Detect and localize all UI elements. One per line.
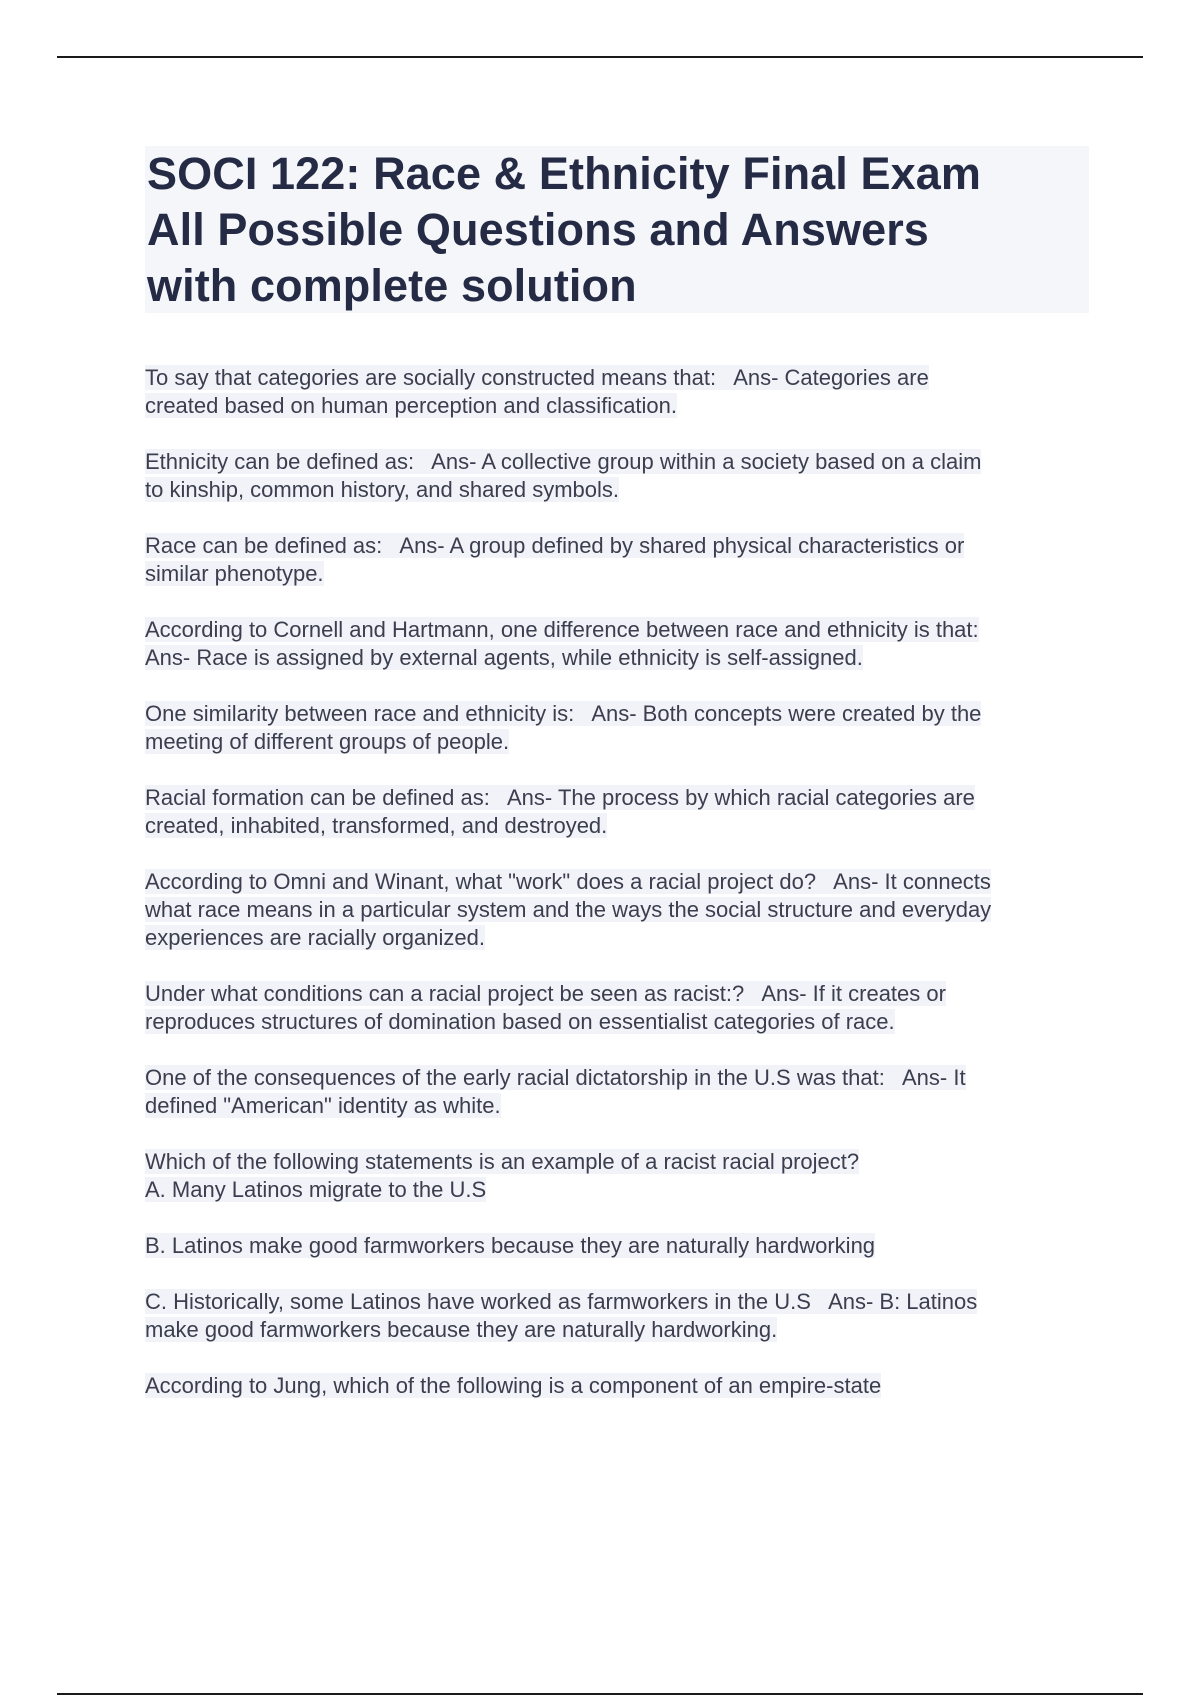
qa-entry — [145, 980, 1095, 1036]
entry-spacer — [145, 1260, 1095, 1288]
qa-line: According to Cornell and Hartmann, one difference between race and ethnicity is that: — [145, 617, 979, 642]
qa-line: To say that categories are socially constructed means that: Ans- Categories are — [145, 365, 929, 390]
document-title — [147, 146, 1083, 314]
qa-line: A. Many Latinos migrate to the U.S — [145, 1177, 487, 1202]
entry-spacer — [145, 504, 1095, 532]
qa-line: to kinship, common history, and shared symbols. — [145, 477, 620, 502]
qa-line: According to Jung, which of the following is a component of an empire-state — [145, 1373, 882, 1398]
qa-line: Ethnicity can be defined as: Ans- A collective group within a society based on a claim — [145, 449, 982, 474]
qa-entry — [145, 1232, 1095, 1260]
entry-spacer — [145, 1036, 1095, 1064]
qa-line: B. Latinos make good farmworkers because they are naturally hardworking — [145, 1233, 876, 1258]
title-line-3: with complete solution — [147, 260, 637, 311]
qa-line: what race means in a particular system and the ways the social structure and everyday — [145, 897, 992, 922]
qa-entry — [145, 364, 1095, 420]
entry-spacer — [145, 952, 1095, 980]
entry-spacer — [145, 1344, 1095, 1372]
title-line-1: SOCI 122: Race & Ethnicity Final Exam — [147, 148, 981, 199]
qa-line: Racial formation can be defined as: Ans- The process by which racial categories are — [145, 785, 975, 810]
qa-line: make good farmworkers because they are naturally hardworking. — [145, 1317, 778, 1342]
qa-line: One similarity between race and ethnicity is: Ans- Both concepts were created by the — [145, 701, 982, 726]
title-block — [145, 146, 1089, 313]
qa-line: Which of the following statements is an example of a racist racial project? — [145, 1149, 860, 1174]
entry-spacer — [145, 840, 1095, 868]
qa-line: reproduces structures of domination based on essentialist categories of race. — [145, 1009, 895, 1034]
qa-line: According to Omni and Winant, what "work" does a racial project do? Ans- It connects — [145, 869, 991, 894]
entry-spacer — [145, 756, 1095, 784]
qa-line: similar phenotype. — [145, 561, 324, 586]
qa-entry — [145, 1372, 1095, 1400]
qa-line: Race can be defined as: Ans- A group defined by shared physical characteristics or — [145, 533, 965, 558]
qa-entry — [145, 1064, 1095, 1120]
qa-line: meeting of different groups of people. — [145, 729, 510, 754]
qa-line: defined "American" identity as white. — [145, 1093, 501, 1118]
entry-spacer — [145, 420, 1095, 448]
qa-line: created, inhabited, transformed, and destroyed. — [145, 813, 608, 838]
qa-entry — [145, 532, 1095, 588]
qa-line: Under what conditions can a racial project be seen as racist:? Ans- If it creates or — [145, 981, 946, 1006]
qa-line: C. Historically, some Latinos have worked as farmworkers in the U.S Ans- B: Latinos — [145, 1289, 978, 1314]
qa-entry — [145, 1288, 1095, 1344]
qa-entry — [145, 616, 1095, 672]
qa-line: Ans- Race is assigned by external agents, while ethnicity is self-assigned. — [145, 645, 863, 670]
qa-line: One of the consequences of the early racial dictatorship in the U.S was that: Ans- It — [145, 1065, 966, 1090]
entry-spacer — [145, 588, 1095, 616]
entry-spacer — [145, 1120, 1095, 1148]
qa-entry — [145, 700, 1095, 756]
qa-entry — [145, 1148, 1095, 1204]
qa-entry — [145, 784, 1095, 840]
qa-entry — [145, 868, 1095, 952]
qa-line: experiences are racially organized. — [145, 925, 485, 950]
qa-list — [145, 364, 1095, 1400]
entry-spacer — [145, 672, 1095, 700]
entry-spacer — [145, 1204, 1095, 1232]
footer-rule — [57, 1693, 1143, 1695]
qa-line: created based on human perception and classification. — [145, 393, 678, 418]
header-rule — [57, 56, 1143, 58]
qa-entry — [145, 448, 1095, 504]
title-line-2: All Possible Questions and Answers — [147, 204, 929, 255]
